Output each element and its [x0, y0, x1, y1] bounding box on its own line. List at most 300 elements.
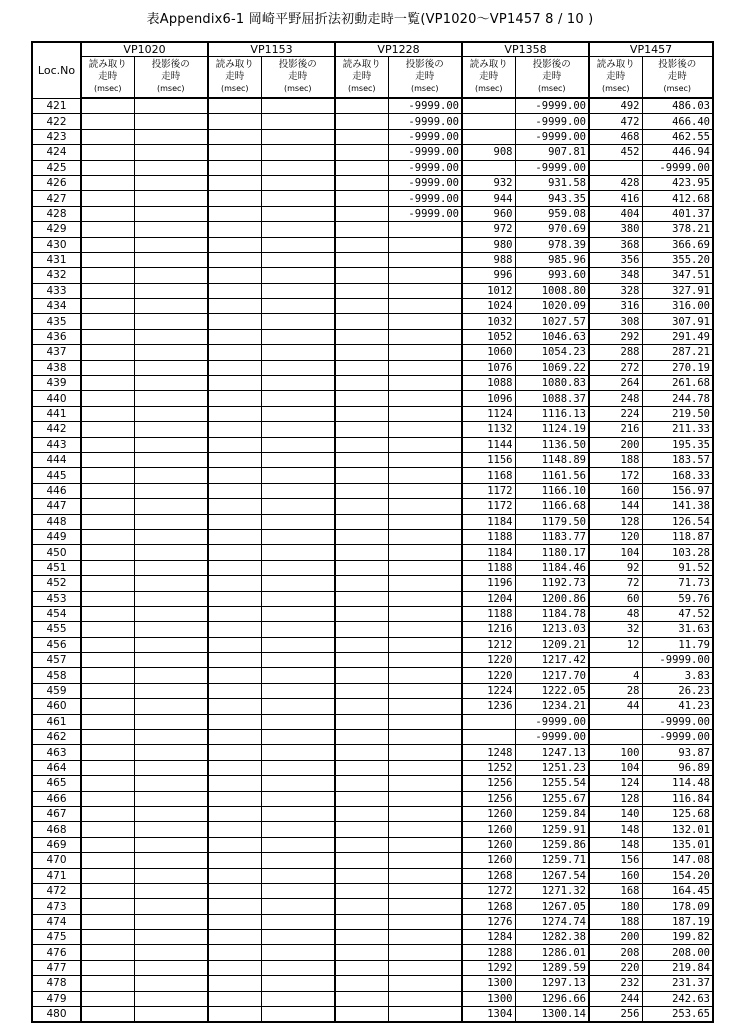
projected-time-cell: -9999.00	[515, 98, 589, 114]
loc-no-cell: 468	[32, 822, 81, 837]
projected-time-cell: 985.96	[515, 252, 589, 267]
header-line: 走時	[667, 71, 687, 82]
read-time-cell	[81, 837, 134, 852]
read-time-cell	[589, 730, 642, 745]
read-time-cell	[208, 191, 261, 206]
table-row	[32, 868, 713, 883]
read-time-cell	[81, 853, 134, 868]
read-time-cell	[335, 175, 388, 190]
table-row	[32, 314, 713, 329]
loc-no-cell: 436	[32, 329, 81, 344]
read-time-cell: 472	[589, 114, 642, 129]
table-row	[32, 806, 713, 821]
projected-time-cell	[261, 945, 335, 960]
projected-time-cell	[388, 637, 462, 652]
read-time-cell	[335, 622, 388, 637]
projected-time-cell	[134, 360, 208, 375]
projected-time-cell	[134, 299, 208, 314]
projected-time-cell	[134, 776, 208, 791]
read-time-cell: 44	[589, 699, 642, 714]
read-time-cell	[81, 468, 134, 483]
loc-no-cell: 473	[32, 899, 81, 914]
read-time-cell	[335, 452, 388, 467]
projected-time-cell: 1180.17	[515, 545, 589, 560]
projected-time-cell: -9999.00	[388, 160, 462, 175]
loc-no-cell: 463	[32, 745, 81, 760]
projected-time-cell: 219.84	[642, 960, 713, 975]
projected-time-cell: 1297.13	[515, 976, 589, 991]
read-time-cell	[81, 914, 134, 929]
projected-time-cell: 183.57	[642, 452, 713, 467]
projected-time-cell: 943.35	[515, 191, 589, 206]
loc-no-cell: 480	[32, 1007, 81, 1023]
projected-time-cell: 1116.13	[515, 406, 589, 421]
read-time-cell	[208, 591, 261, 606]
read-time-cell	[208, 206, 261, 221]
projected-time-cell	[388, 653, 462, 668]
read-time-cell	[335, 606, 388, 621]
read-time-header	[462, 57, 515, 99]
read-time-cell: 292	[589, 329, 642, 344]
projected-time-header	[515, 57, 589, 99]
read-time-cell	[462, 160, 515, 175]
projected-time-cell: -9999.00	[642, 714, 713, 729]
projected-time-cell: 959.08	[515, 206, 589, 221]
table-row	[32, 791, 713, 806]
read-time-cell: 148	[589, 837, 642, 852]
projected-time-cell: 1286.01	[515, 945, 589, 960]
loc-no-cell: 453	[32, 591, 81, 606]
read-time-cell	[335, 745, 388, 760]
read-time-cell: 404	[589, 206, 642, 221]
loc-no-cell: 421	[32, 98, 81, 114]
read-time-cell	[81, 1007, 134, 1023]
table-row	[32, 145, 713, 160]
read-time-cell: 208	[589, 945, 642, 960]
projected-time-cell	[261, 191, 335, 206]
table-row	[32, 283, 713, 298]
loc-no-cell: 476	[32, 945, 81, 960]
read-time-cell	[208, 175, 261, 190]
projected-time-cell: 231.37	[642, 976, 713, 991]
read-time-cell: 28	[589, 683, 642, 698]
read-time-cell: 4	[589, 668, 642, 683]
table-row	[32, 822, 713, 837]
read-time-cell	[81, 314, 134, 329]
read-time-cell	[208, 960, 261, 975]
projected-time-cell	[388, 299, 462, 314]
projected-time-cell	[134, 222, 208, 237]
loc-no-cell: 471	[32, 868, 81, 883]
read-time-cell	[81, 206, 134, 221]
read-time-cell	[81, 483, 134, 498]
read-time-cell: 1196	[462, 576, 515, 591]
projected-time-cell: 1234.21	[515, 699, 589, 714]
projected-time-cell	[261, 591, 335, 606]
read-time-cell	[81, 899, 134, 914]
read-time-cell	[335, 329, 388, 344]
read-time-cell	[335, 529, 388, 544]
read-time-cell: 348	[589, 268, 642, 283]
read-time-cell	[81, 560, 134, 575]
projected-time-cell	[261, 376, 335, 391]
projected-time-cell	[261, 206, 335, 221]
projected-time-cell: 125.68	[642, 806, 713, 821]
read-time-cell	[81, 930, 134, 945]
table-row	[32, 606, 713, 621]
projected-time-cell	[261, 299, 335, 314]
projected-time-cell	[261, 483, 335, 498]
loc-no-cell: 462	[32, 730, 81, 745]
read-time-cell	[335, 514, 388, 529]
read-time-cell	[208, 683, 261, 698]
projected-time-header	[642, 57, 713, 99]
read-time-cell: 244	[589, 991, 642, 1006]
read-time-cell: 1096	[462, 391, 515, 406]
header-line: 読み取り	[596, 59, 635, 70]
read-time-cell	[208, 483, 261, 498]
read-time-cell: 1076	[462, 360, 515, 375]
projected-time-cell	[388, 529, 462, 544]
read-time-cell: 380	[589, 222, 642, 237]
read-time-cell: 264	[589, 376, 642, 391]
projected-time-cell: 270.19	[642, 360, 713, 375]
read-time-cell	[335, 837, 388, 852]
projected-time-cell: 1274.74	[515, 914, 589, 929]
loc-no-cell: 447	[32, 499, 81, 514]
read-time-cell	[208, 160, 261, 175]
projected-time-cell: 187.19	[642, 914, 713, 929]
projected-time-cell	[388, 668, 462, 683]
read-time-cell	[81, 437, 134, 452]
projected-time-cell	[134, 145, 208, 160]
read-time-cell	[81, 776, 134, 791]
projected-time-cell	[261, 406, 335, 421]
read-time-cell	[589, 160, 642, 175]
projected-time-cell: 1282.38	[515, 930, 589, 945]
loc-no-header: Loc.No	[32, 42, 81, 98]
read-time-cell	[81, 730, 134, 745]
read-time-cell: 1260	[462, 806, 515, 821]
read-time-cell	[335, 237, 388, 252]
projected-time-cell	[261, 514, 335, 529]
projected-time-cell: 291.49	[642, 329, 713, 344]
read-time-cell: 1168	[462, 468, 515, 483]
projected-time-cell	[388, 868, 462, 883]
table-row	[32, 591, 713, 606]
unit-label: (msec)	[347, 84, 376, 93]
projected-time-cell: 466.40	[642, 114, 713, 129]
read-time-cell: 200	[589, 437, 642, 452]
read-time-cell: 160	[589, 483, 642, 498]
read-time-cell: 932	[462, 175, 515, 190]
read-time-cell	[335, 791, 388, 806]
read-time-cell	[81, 791, 134, 806]
table-header	[32, 42, 713, 98]
loc-no-cell: 466	[32, 791, 81, 806]
read-time-cell	[81, 714, 134, 729]
read-time-cell: 92	[589, 560, 642, 575]
projected-time-cell	[261, 637, 335, 652]
read-time-cell: 1256	[462, 776, 515, 791]
table-row	[32, 883, 713, 898]
read-time-cell	[208, 560, 261, 575]
table-row	[32, 637, 713, 652]
projected-time-cell	[134, 899, 208, 914]
loc-no-cell: 442	[32, 422, 81, 437]
projected-time-cell	[261, 991, 335, 1006]
projected-time-cell	[388, 545, 462, 560]
read-time-cell: 1268	[462, 868, 515, 883]
projected-time-cell: 412.68	[642, 191, 713, 206]
read-time-cell: 960	[462, 206, 515, 221]
read-time-cell	[335, 899, 388, 914]
read-time-cell: 1276	[462, 914, 515, 929]
projected-time-cell: 1267.54	[515, 868, 589, 883]
projected-time-cell	[134, 683, 208, 698]
projected-time-cell	[388, 853, 462, 868]
table-row	[32, 252, 713, 267]
header-line: 走時	[542, 71, 562, 82]
projected-time-cell	[134, 406, 208, 421]
projected-time-cell: -9999.00	[388, 98, 462, 114]
projected-time-cell	[388, 345, 462, 360]
read-time-cell	[208, 314, 261, 329]
read-time-cell: 104	[589, 545, 642, 560]
projected-time-cell: -9999.00	[642, 730, 713, 745]
projected-time-cell: -9999.00	[388, 129, 462, 144]
read-time-cell: 168	[589, 883, 642, 898]
read-time-cell: 1212	[462, 637, 515, 652]
vp-group-header: VP1153	[208, 42, 335, 57]
read-time-cell	[208, 606, 261, 621]
projected-time-cell	[134, 129, 208, 144]
loc-no-cell: 441	[32, 406, 81, 421]
projected-time-cell	[261, 653, 335, 668]
read-time-cell	[335, 560, 388, 575]
projected-time-cell: 1251.23	[515, 760, 589, 775]
projected-time-cell	[388, 237, 462, 252]
loc-no-cell: 448	[32, 514, 81, 529]
header-line: 走時	[415, 71, 435, 82]
read-time-cell: 32	[589, 622, 642, 637]
projected-time-cell: 446.94	[642, 145, 713, 160]
projected-time-cell: 1192.73	[515, 576, 589, 591]
read-time-cell	[208, 791, 261, 806]
read-time-cell: 1172	[462, 499, 515, 514]
read-time-cell	[335, 760, 388, 775]
loc-no-cell: 465	[32, 776, 81, 791]
projected-time-cell	[134, 930, 208, 945]
projected-time-cell: 91.52	[642, 560, 713, 575]
projected-time-cell: -9999.00	[388, 206, 462, 221]
read-time-cell	[208, 452, 261, 467]
projected-time-header	[261, 57, 335, 99]
projected-time-cell	[134, 622, 208, 637]
table-row	[32, 776, 713, 791]
projected-time-cell	[388, 252, 462, 267]
read-time-cell	[208, 360, 261, 375]
projected-time-cell	[388, 960, 462, 975]
table-row	[32, 360, 713, 375]
projected-time-cell	[134, 206, 208, 221]
projected-time-cell: 978.39	[515, 237, 589, 252]
read-time-cell	[335, 806, 388, 821]
projected-time-cell: 1183.77	[515, 529, 589, 544]
read-time-cell	[208, 622, 261, 637]
read-time-cell	[335, 776, 388, 791]
projected-time-cell	[388, 914, 462, 929]
read-time-cell	[335, 360, 388, 375]
header-line: 読み取り	[88, 59, 127, 70]
projected-time-cell: 378.21	[642, 222, 713, 237]
table-row	[32, 437, 713, 452]
table-row	[32, 376, 713, 391]
projected-time-cell	[388, 930, 462, 945]
read-time-cell	[208, 853, 261, 868]
projected-time-cell	[134, 806, 208, 821]
header-line: 読み取り	[215, 59, 254, 70]
projected-time-cell: 1088.37	[515, 391, 589, 406]
table-row	[32, 98, 713, 114]
projected-time-cell	[261, 145, 335, 160]
table-row	[32, 853, 713, 868]
read-time-cell: 1188	[462, 529, 515, 544]
projected-time-cell: 401.37	[642, 206, 713, 221]
read-time-cell	[81, 114, 134, 129]
read-time-cell	[81, 760, 134, 775]
read-time-cell: 140	[589, 806, 642, 821]
projected-time-cell	[388, 391, 462, 406]
projected-time-cell	[261, 529, 335, 544]
loc-no-cell: 475	[32, 930, 81, 945]
loc-no-cell: 434	[32, 299, 81, 314]
read-time-cell: 1172	[462, 483, 515, 498]
read-time-cell	[81, 129, 134, 144]
read-time-cell	[81, 175, 134, 190]
projected-time-cell	[134, 745, 208, 760]
read-time-cell	[81, 976, 134, 991]
projected-time-cell	[261, 822, 335, 837]
unit-label: (msec)	[410, 84, 439, 93]
projected-time-cell: 1179.50	[515, 514, 589, 529]
read-time-cell: 944	[462, 191, 515, 206]
read-time-cell	[208, 745, 261, 760]
read-time-cell	[208, 114, 261, 129]
projected-time-cell	[261, 345, 335, 360]
read-time-cell	[81, 822, 134, 837]
projected-time-cell: 93.87	[642, 745, 713, 760]
projected-time-cell	[388, 791, 462, 806]
header-row-vp	[32, 42, 713, 57]
projected-time-cell: 355.20	[642, 252, 713, 267]
page-title: 表Appendix6-1 岡崎平野屈折法初動走時一覧(VP1020～VP1457 8 / 10 )	[146, 12, 594, 27]
read-time-cell	[208, 376, 261, 391]
projected-time-cell: -9999.00	[642, 160, 713, 175]
read-time-cell	[589, 714, 642, 729]
read-time-cell	[81, 98, 134, 114]
projected-time-cell	[134, 914, 208, 929]
projected-time-cell	[134, 437, 208, 452]
read-time-cell: 308	[589, 314, 642, 329]
projected-time-cell	[388, 376, 462, 391]
loc-no-cell: 454	[32, 606, 81, 621]
projected-time-cell	[134, 529, 208, 544]
projected-time-cell	[388, 591, 462, 606]
projected-time-cell: 931.58	[515, 175, 589, 190]
table-row	[32, 329, 713, 344]
read-time-cell	[335, 222, 388, 237]
loc-no-cell: 426	[32, 175, 81, 190]
read-time-cell	[208, 468, 261, 483]
read-time-cell	[208, 514, 261, 529]
read-time-cell: 316	[589, 299, 642, 314]
projected-time-cell	[388, 806, 462, 821]
read-time-cell: 996	[462, 268, 515, 283]
table-row	[32, 422, 713, 437]
read-time-cell	[208, 329, 261, 344]
projected-time-cell	[134, 314, 208, 329]
projected-time-cell: 1267.05	[515, 899, 589, 914]
header-line: 走時	[225, 71, 245, 82]
read-time-cell: 1252	[462, 760, 515, 775]
read-time-cell	[208, 760, 261, 775]
read-time-cell	[81, 422, 134, 437]
projected-time-cell: -9999.00	[515, 129, 589, 144]
projected-time-cell	[388, 945, 462, 960]
read-time-cell	[335, 499, 388, 514]
read-time-cell	[81, 637, 134, 652]
table-row	[32, 668, 713, 683]
read-time-cell: 972	[462, 222, 515, 237]
table-row	[32, 930, 713, 945]
projected-time-cell	[134, 591, 208, 606]
projected-time-cell	[134, 576, 208, 591]
read-time-cell	[81, 268, 134, 283]
read-time-cell	[208, 437, 261, 452]
projected-time-cell: -9999.00	[388, 191, 462, 206]
table-row	[32, 745, 713, 760]
table-row	[32, 622, 713, 637]
read-time-cell: 492	[589, 98, 642, 114]
read-time-cell	[208, 930, 261, 945]
projected-time-cell	[261, 930, 335, 945]
projected-time-cell: 1259.71	[515, 853, 589, 868]
read-time-cell	[208, 699, 261, 714]
read-time-cell: 1260	[462, 837, 515, 852]
header-line: 投影後の	[532, 59, 571, 70]
read-time-cell: 144	[589, 499, 642, 514]
read-time-cell	[335, 914, 388, 929]
table-row	[32, 114, 713, 129]
read-time-cell	[462, 129, 515, 144]
read-time-cell	[208, 283, 261, 298]
projected-time-cell	[388, 422, 462, 437]
read-time-cell	[81, 653, 134, 668]
projected-time-cell: 1217.42	[515, 653, 589, 668]
read-time-cell	[208, 868, 261, 883]
read-time-cell	[335, 468, 388, 483]
projected-time-cell: 71.73	[642, 576, 713, 591]
projected-time-cell	[261, 437, 335, 452]
projected-time-cell: -9999.00	[642, 653, 713, 668]
projected-time-cell	[261, 868, 335, 883]
projected-time-cell: 1259.84	[515, 806, 589, 821]
read-time-header	[335, 57, 388, 99]
projected-time-cell	[388, 514, 462, 529]
read-time-cell	[81, 145, 134, 160]
projected-time-cell	[261, 545, 335, 560]
